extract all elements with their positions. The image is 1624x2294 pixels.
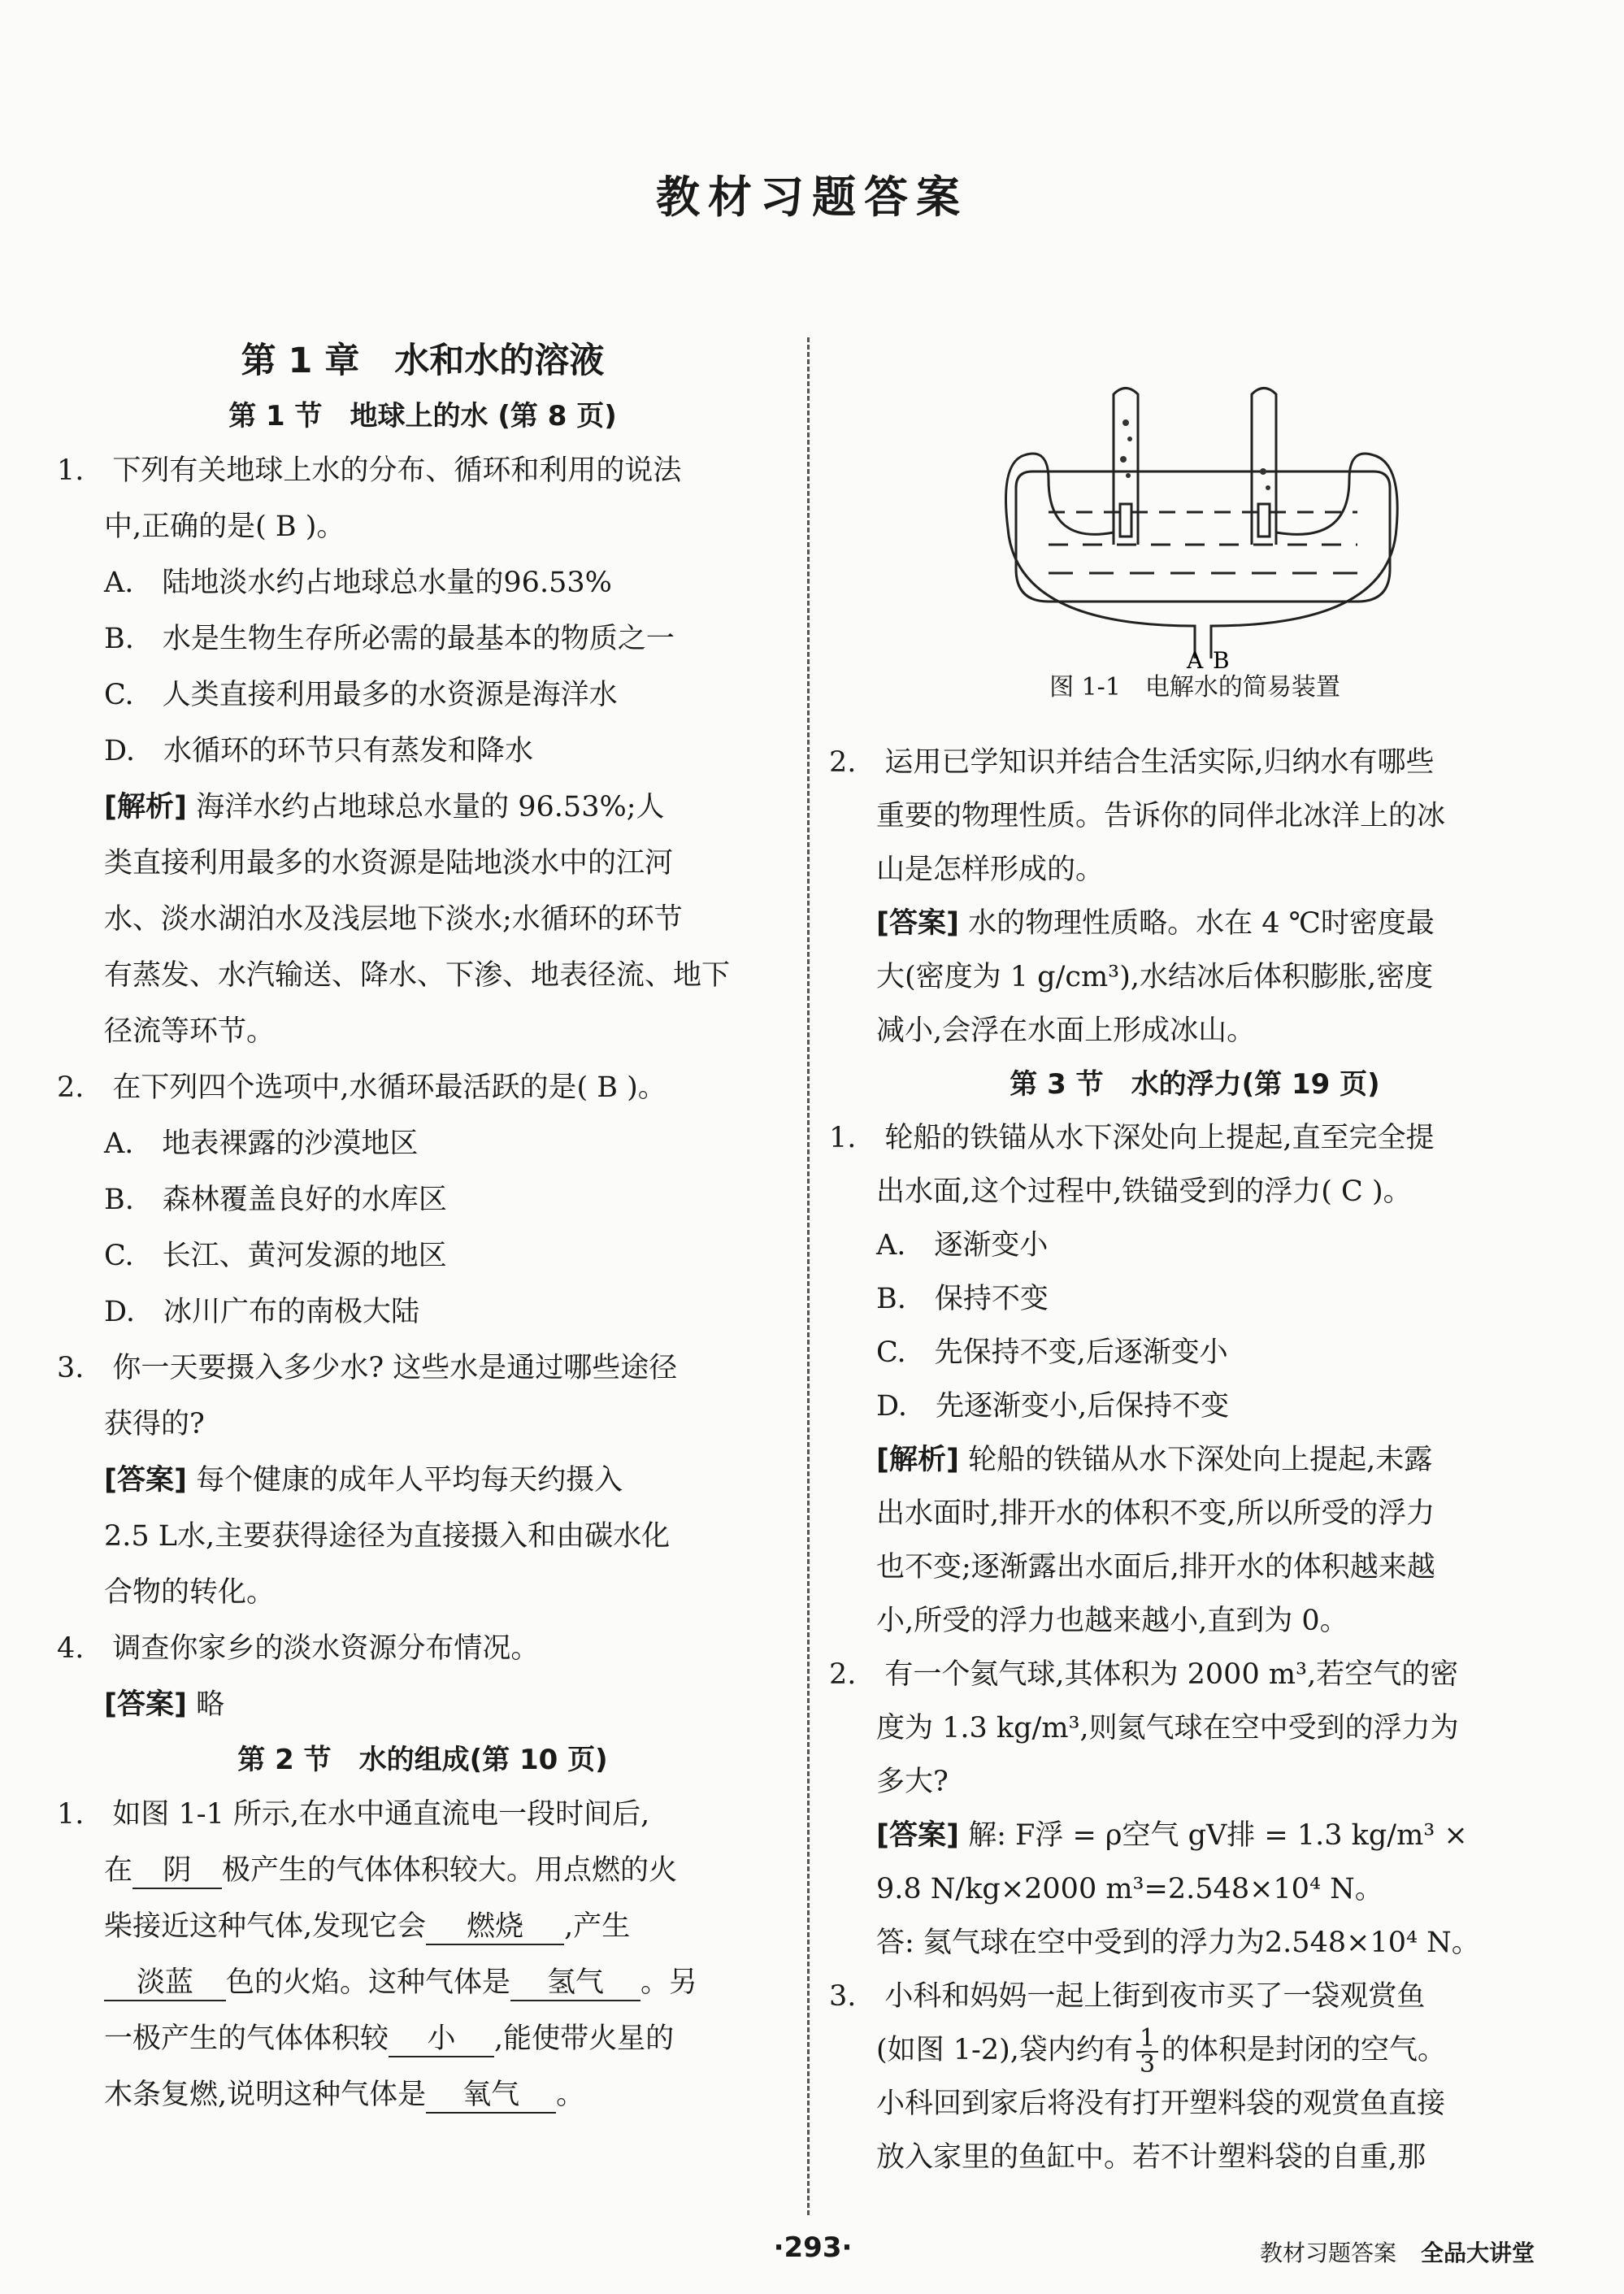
column-divider: [807, 337, 810, 2215]
left-column: [57, 325, 788, 2123]
question-text: 1. 轮船的铁锚从水下深处向上提起,直至完全提: [829, 1122, 1435, 1154]
question-text: 放入家里的鱼缸中。若不计塑料袋的自重,那: [876, 2141, 1426, 2174]
option-d: D. 冰川广布的南极大陆: [104, 1296, 419, 1328]
answer-tag: [答案]: [104, 1464, 187, 1497]
chapter-title: 第 1 章 水和水的溶液: [241, 341, 605, 381]
question-text: 4. 调查你家乡的淡水资源分布情况。: [57, 1632, 540, 1665]
text-span: 在: [104, 1854, 133, 1887]
footer-section-label: 教材习题答案: [1259, 2240, 1396, 2266]
question-text: 中,正确的是( B )。: [104, 511, 345, 543]
option-c: C. 先保持不变,后逐渐变小: [876, 1336, 1228, 1369]
figure-caption: 图 1-1 电解水的简易装置: [1049, 673, 1340, 702]
option-b: B. 水是生物生存所必需的最基本的物质之一: [104, 623, 675, 655]
analysis-text: 类直接利用最多的水资源是陆地淡水中的江河: [104, 847, 674, 880]
answer-text: 合物的转化。: [104, 1576, 276, 1609]
text-span: 。: [556, 2079, 585, 2111]
question-text: 小科回到家后将没有打开塑料袋的观赏鱼直接: [876, 2088, 1446, 2120]
right-column: [829, 736, 1561, 2184]
analysis-text: 轮船的铁锚从水下深处向上提起,未露: [968, 1444, 1433, 1476]
text-span: 。另: [640, 1966, 698, 1999]
section-title-1: 第 1 节 地球上的水 (第 8 页): [228, 400, 617, 432]
question-text: 2. 在下列四个选项中,水循环最活跃的是( B )。: [57, 1071, 667, 1104]
figure-label-b: B: [1213, 647, 1230, 674]
answer-text: 2.5 L水,主要获得途径为直接摄入和由碳水化: [104, 1520, 671, 1553]
analysis-text: 出水面时,排开水的体积不变,所以所受的浮力: [876, 1497, 1435, 1530]
option-d: D. 水循环的环节只有蒸发和降水: [104, 735, 533, 767]
question-text: [829, 2023, 1561, 2077]
answer-text: 解: F浮 = ρ空气 gV排 = 1.3 kg/m³ ×: [968, 1819, 1468, 1852]
answer-text: 略: [196, 1688, 225, 1721]
text-span: 一极产生的气体体积较: [104, 2022, 389, 2055]
question-text: [57, 2067, 788, 2123]
answer-text: 答: 氦气球在空中受到的浮力为2.548×10⁴ N。: [876, 1927, 1480, 1959]
answer-text: 水的物理性质略。水在 4 ℃时密度最: [968, 907, 1435, 940]
text-span: 色的火焰。这种气体是: [226, 1966, 511, 1999]
analysis-text: 有蒸发、水汽输送、降水、下渗、地表径流、地下: [104, 959, 731, 992]
fill-blank: 阴: [132, 1853, 222, 1889]
answer-text: 9.8 N/kg×2000 m³=2.548×10⁴ N。: [876, 1873, 1383, 1905]
answer-tag: [答案]: [876, 1819, 959, 1852]
fraction-denominator: 3: [1139, 2049, 1156, 2079]
question-text: 2. 有一个氦气球,其体积为 2000 m³,若空气的密: [829, 1658, 1459, 1691]
question-text: 出水面,这个过程中,铁锚受到的浮力( C )。: [876, 1175, 1412, 1208]
text-span: ,能使带火星的: [494, 2022, 675, 2055]
analysis-text: 水、淡水湖泊水及浅层地下淡水;水循环的环节: [104, 903, 683, 936]
section-title-3: 第 3 节 水的浮力(第 19 页): [1010, 1068, 1380, 1101]
answer-text: 大(密度为 1 g/cm³),水结冰后体积膨胀,密度: [876, 961, 1434, 993]
option-a: A. 地表裸露的沙漠地区: [104, 1127, 419, 1160]
analysis-tag: [解析]: [104, 791, 187, 823]
text-span: (如图 1-2),袋内约有: [876, 2034, 1133, 2066]
option-b: B. 保持不变: [876, 1283, 1049, 1315]
fill-blank: 氧气: [426, 2078, 556, 2114]
question-text: 1. 下列有关地球上水的分布、循环和利用的说法: [57, 454, 682, 487]
fraction: [1136, 2023, 1158, 2079]
analysis-line: [829, 1433, 1561, 1487]
question-text: [57, 1899, 788, 1955]
analysis-text: 径流等环节。: [104, 1015, 276, 1048]
fill-blank: 燃烧: [426, 1909, 564, 1945]
answer-line: [829, 897, 1561, 950]
section-title-2: 第 2 节 水的组成(第 10 页): [237, 1744, 608, 1776]
question-text: 获得的?: [104, 1408, 205, 1440]
page-title: 教材习题答案: [656, 172, 968, 223]
question-text: 3. 小科和妈妈一起上街到夜市买了一袋观赏鱼: [829, 1980, 1426, 2013]
question-text: [57, 1843, 788, 1899]
question-text: 3. 你一天要摄入多少水? 这些水是通过哪些途径: [57, 1352, 678, 1384]
analysis-tag: [解析]: [876, 1444, 959, 1476]
option-b: B. 森林覆盖良好的水库区: [104, 1184, 447, 1216]
answer-tag: [答案]: [104, 1688, 187, 1721]
question-text: 1. 如图 1-1 所示,在水中通直流电一段时间后,: [57, 1798, 650, 1831]
analysis-text: 也不变;逐渐露出水面后,排开水的体积越来越: [876, 1551, 1435, 1584]
answer-tag: [答案]: [876, 907, 959, 940]
option-a: A. 逐渐变小: [876, 1229, 1049, 1262]
footer-brand: 全品大讲堂: [1420, 2240, 1535, 2266]
question-text: [57, 2011, 788, 2067]
question-text: 重要的物理性质。告诉你的同伴北冰洋上的冰: [876, 800, 1446, 832]
question-text: [57, 1955, 788, 2011]
electrolysis-apparatus-figure: [1000, 382, 1406, 675]
analysis-line: [57, 780, 788, 836]
option-a: A. 陆地淡水约占地球总水量的96.53%: [104, 567, 612, 599]
question-text: 度为 1.3 kg/m³,则氦气球在空中受到的浮力为: [876, 1712, 1459, 1744]
answer-text: 每个健康的成年人平均每天约摄入: [196, 1464, 623, 1497]
analysis-text: 海洋水约占地球总水量的 96.53%;人: [196, 791, 665, 823]
fill-blank: 氢气: [510, 1966, 640, 2001]
question-text: 2. 运用已学知识并结合生活实际,归纳水有哪些: [829, 746, 1435, 779]
text-span: 木条复燃,说明这种气体是: [104, 2079, 427, 2111]
figure-label-a: A: [1187, 647, 1204, 674]
answer-text: 减小,会浮在水面上形成冰山。: [876, 1014, 1256, 1047]
fill-blank: 小: [389, 2022, 494, 2057]
text-span: 柴接近这种气体,发现它会: [104, 1910, 427, 1943]
answer-line: [829, 1809, 1561, 1862]
option-c: C. 长江、黄河发源的地区: [104, 1240, 447, 1272]
text-span: ,产生: [564, 1910, 631, 1943]
fill-blank: 淡蓝: [104, 1966, 226, 2001]
text-span: 的体积是封闭的空气。: [1162, 2034, 1447, 2066]
footer-label: [1260, 2235, 1535, 2268]
question-text: 多大?: [876, 1766, 949, 1798]
analysis-text: 小,所受的浮力也越来越小,直到为 0。: [876, 1605, 1348, 1637]
question-text: 山是怎样形成的。: [876, 854, 1105, 886]
fraction-numerator: 1: [1136, 2027, 1158, 2053]
answer-line: [57, 1453, 788, 1509]
answer-line: [57, 1677, 788, 1733]
text-span: 极产生的气体体积较大。用点燃的火: [222, 1854, 678, 1887]
option-d: D. 先逐渐变小,后保持不变: [876, 1390, 1230, 1423]
page-number: ·293·: [773, 2231, 853, 2264]
option-c: C. 人类直接利用最多的水资源是海洋水: [104, 679, 618, 711]
